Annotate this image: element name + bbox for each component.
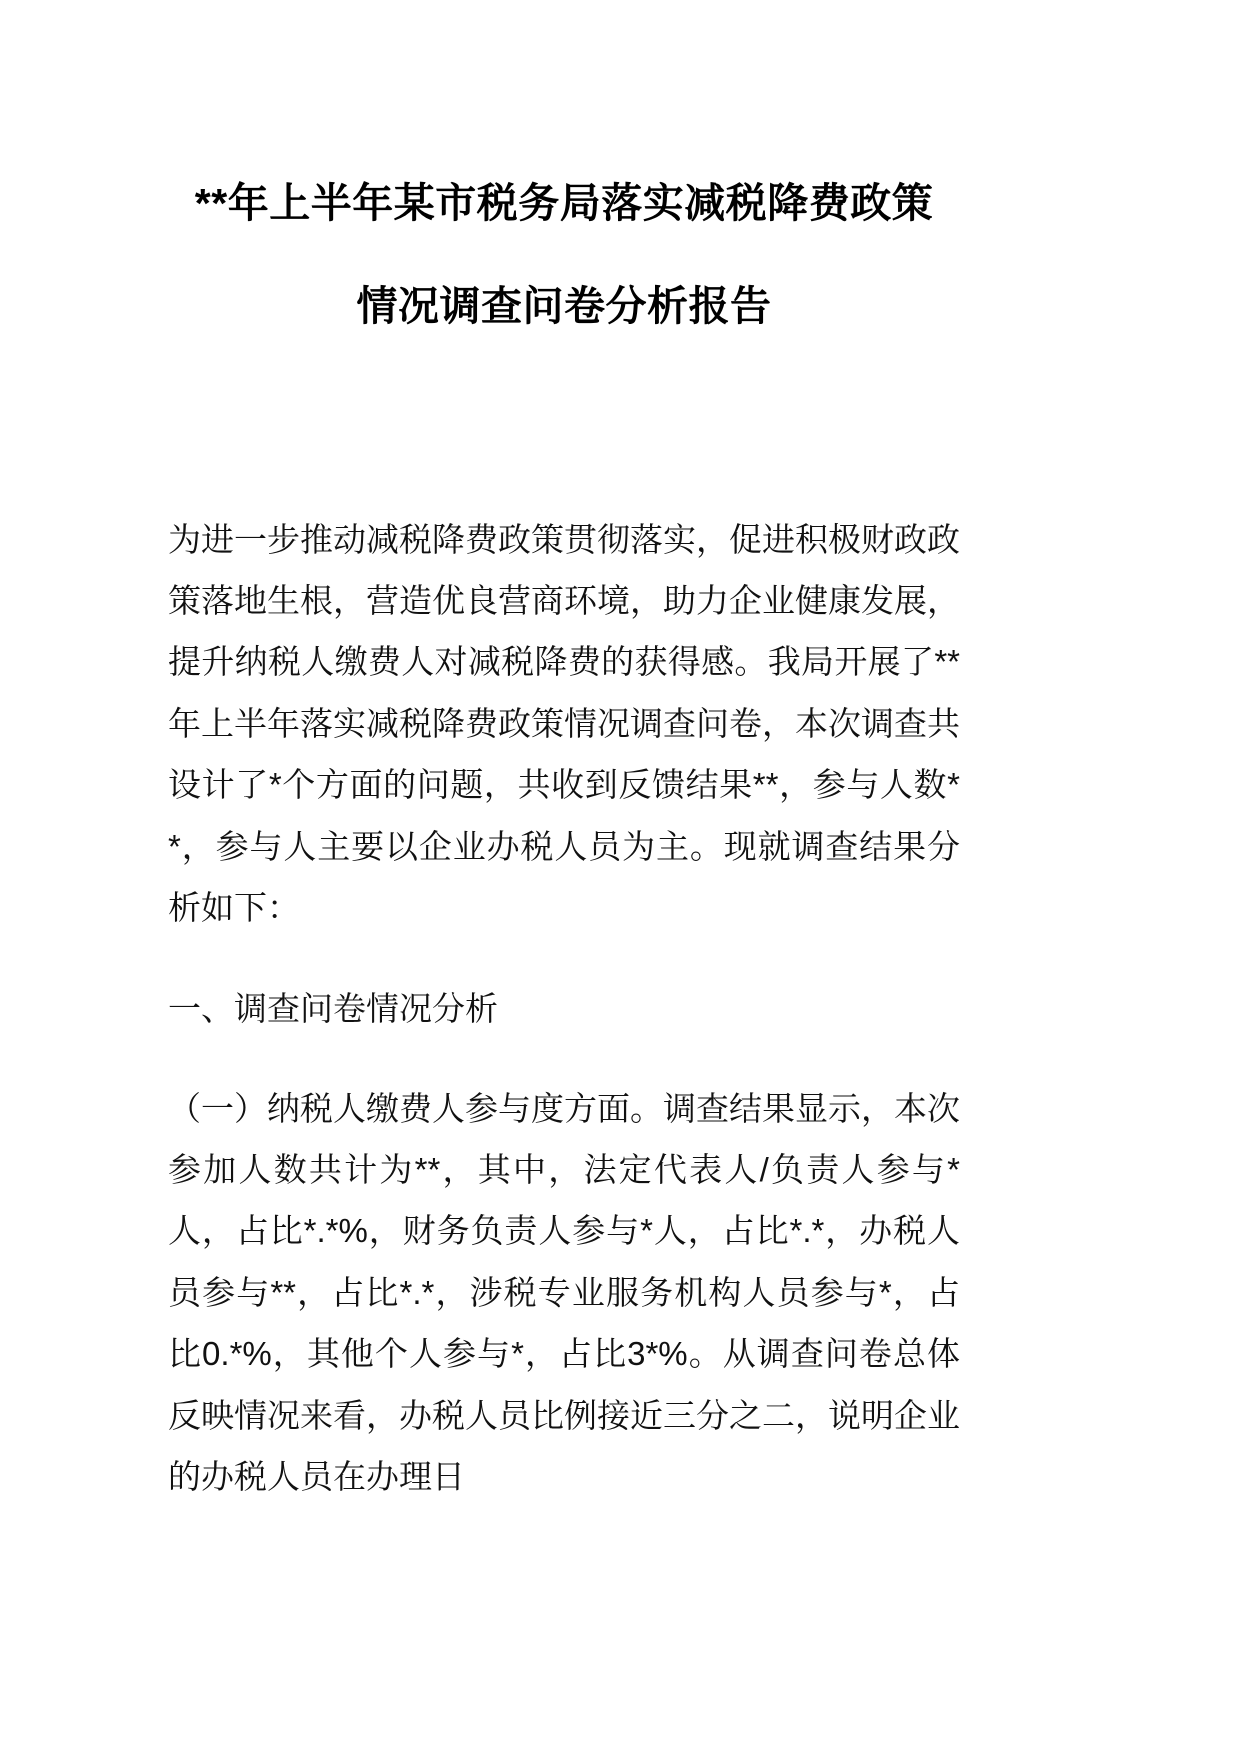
intro-paragraph: 为进一步推动减税降费政策贯彻落实，促进积极财政政策落地生根，营造优良营商环境，助力企业健康发展，提升纳税人缴费人对减税降费的获得感。我局开展了**年上半年落实减税降费政策情况调查问卷，本次调查共设计了*个方面的问题，共收到反馈结果**，参与人数**，参与人主要以企业办税人员为主。现就调查结果分析如下： (168, 520, 960, 926)
page-title (168, 0, 960, 359)
section-heading-one: 一、调查问卷情况分析 (168, 990, 498, 1028)
page-title-line-1: **年上半年某市税务局落实减税降费政策 (194, 180, 934, 226)
title-body-spacer (168, 359, 960, 509)
subsection-one-paragraph: （一）纳税人缴费人参与度方面。调查结果显示，本次参加人数共计为**，其中，法定代表人/负责人参与*人，占比*.*%，财务负责人参与*人，占比*.*，办税人员参与**，占比*.*，涉税专业服务机构人员参与*，占比0.*%，其他个人参与*，占比3*%。从调查问卷总体反映情况来看，办税人员比例接近三分之二，说明企业的办税人员在办理日 (168, 1089, 960, 1495)
page-content-column (168, 0, 960, 1507)
page-title-line-2: 情况调查问卷分析报告 (356, 283, 772, 330)
